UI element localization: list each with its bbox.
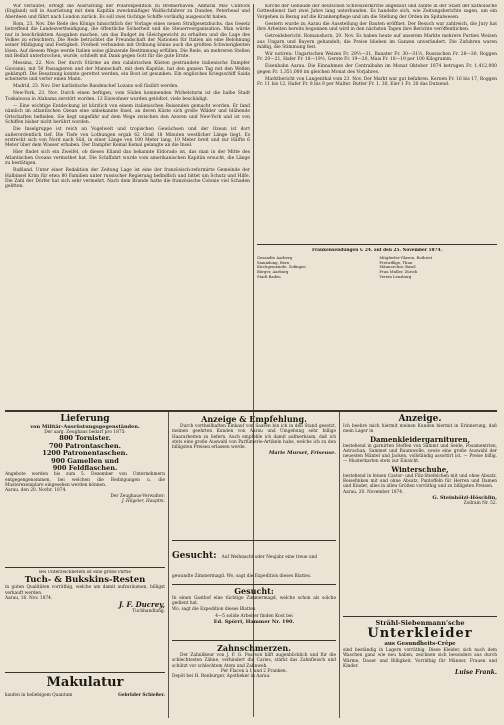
ad-text: Angebote werden bis zum 5. Dezember von Unternehmern entgegengenommen, bei welchen die Bedingungen u. die Musterexemplare eingesehen werden können. bbox=[5, 472, 165, 488]
ad-name: Luise Frank. bbox=[455, 669, 497, 677]
table-row: Gesandte Aarberg Mitglieder-Glasen, Rothrist bbox=[257, 255, 433, 260]
ad-makulatur bbox=[5, 675, 165, 719]
ad-tuch bbox=[5, 570, 165, 670]
news-item: Rom, 23. Nov. Die Rede des Königs hinsichtlich der Vorlage eines neuen Strafgesetzbuchs, das Gesetz betreffend die Landesvertheidigung, die öffentliche Sicherheit und die Steuerreorganisation. Man würde nur in beschränktem Ausgaben machen, um das Budget im Gleichgewicht zu erhalten und die Lage des Volkes zu erleichtern. Die Rede betrachtet die Freundschaft der Nationen für Italien als eine Belohnung seiner Mäßigung und Festigkeit. Freiheit verbunden mit Ordnung könne auch die größten Schwierigkeiten lösen. Auf diesem Wege werde Italien seine glänzende Bestimmung erfüllen. Die Rede, an mehreren Stellen mit Beifall unterbrochen, wurde, schließt mit Dank gegen Gott für die gute Ernte. bbox=[5, 21, 250, 60]
news-item: Kirche der Gebäude der deutschen Schweizerkirche angebaut und zahlte in der Stadt der katholische Gottesdienst fast zwei Jahre lang unterbunden. Es handelte sich, wie Zeitungsberichte sagen, um ein Vorgehen in Bezug auf die Krankenpflege und um die Stellung der Orden im Spitalwesen. bbox=[257, 4, 497, 20]
ad-unterkleider bbox=[343, 619, 497, 719]
ad-lieferung bbox=[5, 414, 165, 564]
ad-depot: Depôt bei H. Renburger, Apotheker in Aarau. bbox=[172, 674, 271, 680]
ad-text: Auf Weihnacht oder Neujahr eine treue und gewandte Zimmermagd. Wo, sagt die Expedition dieses Blattes. bbox=[172, 555, 318, 579]
ad-place: Zollrain Nr. 52. bbox=[463, 500, 497, 506]
ad-name: G. Steinhölzl-Höschlin, bbox=[432, 494, 497, 501]
divider bbox=[343, 616, 497, 617]
ad-title: Gesucht: bbox=[234, 587, 274, 596]
ad-gesucht-gasthof bbox=[172, 587, 336, 635]
ad-title: Tuch- & Bukskins-Resten bbox=[24, 575, 146, 586]
ad-title: Winterschuhe, bbox=[391, 464, 449, 474]
list-item: 700 Patrontaschen. bbox=[49, 441, 121, 450]
news-item: Madrid, 23. Nov. Der karlistische Bandenchef Lozano soll füsilirt werden. bbox=[13, 84, 179, 90]
table-row: Stadt Baden Verein Lenzburg bbox=[257, 273, 412, 279]
ad-date: Aarau, den 20. Novbr. 1874. bbox=[5, 488, 67, 494]
ad-text: Der Zahnlikeur von J. F. G. Pearson hilft augenblicklich und für die schlechtesten Zähne, verhindert die Caries, stärkt das Zahnfleisch und schützt vor schlechtem Atem und Zahnweh. bbox=[172, 653, 336, 669]
divider bbox=[257, 244, 497, 245]
ad-text: Ich beehre mich hiermit meinen Kunden hiermit in Erinnerung, daß mein Lager in bbox=[343, 424, 497, 435]
table-row: Bürger, Aarburg Frau Muller, Zürich bbox=[257, 269, 418, 275]
news-item: Wir verlautet, erfolgt die Ausrüstung der Polarexpedition zu Bremerhaven. Admiral Mac Clintock (England) soll in Ausrüstung mit dem Kapitän zweckmäßiger Walfischfahrer zu Dundee, Peterhead und Aberdeen und fährt nach London zurück. Es soll zwei tüchtige Schiffe vorläufig ausgesucht haben. bbox=[5, 4, 250, 20]
ad-title: Strähl-Siebenmann'sche bbox=[375, 619, 465, 627]
ad-title: Lieferung bbox=[60, 414, 110, 424]
ad-damenkleider bbox=[343, 414, 497, 614]
ad-subtitle: aus Gesundheits-Crêpe bbox=[384, 641, 456, 647]
exchange-table bbox=[257, 256, 497, 280]
ad-text: bestehend in feinen Castor- und Filz-Stiefelchen mit und ohne Absatz, Reisefinken mit und ohne Absatz, Pantoffeln für Herren und Damen und Kinder, alles in allen Größen vorräthig und zu billigsten Preisen. bbox=[343, 473, 497, 490]
ad-text: kaufen in beliebigem Quantum bbox=[5, 693, 73, 698]
ad-date: Aarau, 16. Nov. 1874. bbox=[5, 595, 53, 601]
news-item: Rußland. Unter einer Redaktion der Zeitung Lage ist eine der französisch-reformirte Gemeinde der Halbinsel Krim für etwa 80 Familien unter russischer Regierung befindlich und bittet um Schutz und Hilfe. Die Zahl der Dörfer hat sich sehr vermehrt. Nach dem Brande hatte die französische Colonie viel Schaden gelitten. bbox=[5, 168, 250, 190]
ad-price: Per Flacon à 1 und 2 Franken. bbox=[220, 668, 288, 674]
ad-title: Anzeige. bbox=[398, 414, 442, 424]
ad-date: Aarau, 20. November 1874. bbox=[343, 489, 404, 495]
news-item: Wir notiren: Ungarischen Weizen Fr. 29½—31, Banater Fr. 30—31½, Russischen Fr. 28—30, Roggen Fr. 20—21, Hafer Fr. 18—19½, Gerste Fr. 19—20, Mais Fr. 18—19 per 100 Kilogramm. bbox=[257, 52, 497, 63]
ad-role: Tuchhandlung. bbox=[132, 609, 165, 615]
divider bbox=[172, 540, 336, 541]
ad-text: 4—5 solide Arbeiter finden Kost bei bbox=[215, 613, 293, 619]
ad-text: in guten Qualitäten vorräthig, welche um damit aufzuräumen, billigst verkauft werden. bbox=[5, 585, 165, 596]
list-item: 900 Gamellen und bbox=[51, 456, 119, 465]
list-item: 900 Feldflaschen. bbox=[52, 463, 118, 472]
ad-text: In einen Gasthof eine tüchtige Zimmermagd, welche schon als solche gedient hat. bbox=[172, 596, 336, 607]
news-item: Messina, 22. Nov. Der durch Stürme an den calabrischen Küsten gestrandete italienische Dampfer Giovanni, mit 50 Passagieren und der Mannschaft, mit dem Kapitän, hat den ganzen Tag mit den Wellen gekämpft. Die Besatzung konnte gerettet werden, ein Boot ist gesunken. Ein englisches Kriegsschiff Saida scheiterte und verlor einen Mann. bbox=[5, 61, 250, 83]
column-divider bbox=[339, 412, 340, 718]
table-row: Sammlung, Bern Freiwillige, Thun bbox=[257, 259, 413, 265]
ad-title: Makulatur bbox=[46, 675, 124, 690]
ad-name: Gebrüder Schießer. bbox=[118, 693, 165, 698]
ad-name: Ed. Spörri, Hammer Nr. 190. bbox=[213, 619, 295, 626]
ad-text: Durch vortheilhaften Einkauf von Saaren bin ich in den Stand gesetzt, meinen geehrten Kunden von Aarau und Umgebung sehr billige Haararbeiten zu liefern. Auch empfehle ich damit aufmerksam, daß ich stets eine große Auswahl von Parfümerie-Artikeln habe, welche ich zu den billigsten Preisen erlassen werde. bbox=[172, 424, 336, 451]
ad-zahnschmerzen bbox=[172, 643, 336, 719]
ad-signer: Der Zeughaus-Verwalter: bbox=[110, 493, 165, 499]
news-item: Die Inselgruppe ist reich an Vogelwelt und tropischen Gewächsen und der Ozean ist dort außerordentlich tief. Die Tiefe von Lothungen ergab 62 Graß 18 Minuten westlicher Länge liegt. Es erstreckt sich von Nord nach Süd, in einer Länge von 100 Meter lang, 10 Meter breit und zur Hälfte 6 Meter über dem Wasser erhaben. Der Dampfer Kemal Kemal gelangte an die Insel. bbox=[5, 127, 250, 149]
ad-title: Unterkleider bbox=[367, 626, 473, 641]
divider bbox=[172, 584, 336, 585]
news-item: Eisenbahn Aarau. Die Einnahmen der Centralbahn im Monat Oktober 1874 betrugen Fr. 1,412,000 gegen Fr. 1,351,000 im gleichen Monat des Vorjahres. bbox=[257, 64, 497, 75]
news-column-left bbox=[5, 4, 250, 406]
ad-text: Der aarg. Zeughaus bedarf pro 1875: bbox=[44, 430, 126, 435]
ad-title: Damenkleidergarnituren, bbox=[369, 434, 471, 444]
ad-name: Marie Murset, Friseuse. bbox=[268, 450, 336, 457]
ad-text: bestehend in garnirten Stoffen von Sammt und Seide, Posamentrien, Astrachan, Sammet und Baumwolle, sowie eine große Auswahl der neuesten Mäntel und Jacken, vollständig assortirt ist. — Preise billig. — Musterkarten stets zur Einsicht. bbox=[343, 443, 497, 465]
table-row: Kirchgemeinde, Zofingen Männerchor, Basel bbox=[257, 264, 416, 270]
ad-text: Wo, sagt die Expedition dieses Blattes. bbox=[172, 606, 257, 612]
news-item: Hier findet sich ein Zweifel, ob dieses Eiland das bekannte Eldorado ist, das man in der Mitte des Atlantischen Oceans vermuthet hat. Die Schiffahrt wurde vom amerikanischen Kapitän ersucht, die Länge zu bestätigen. bbox=[5, 150, 250, 167]
divider bbox=[5, 567, 165, 568]
ad-text: Bei Unterzeichnetem ist eine große Partie bbox=[39, 570, 131, 575]
column-divider bbox=[168, 412, 169, 718]
ad-text: sind beständig in Lagern vorräthig. Diese Kleider, sich nach dem Waschen ganz wie neu haben, zeichnen sich besonders aus durch Wärme, Dauer und Billigkeit. Vorräthig für Männer, Frauen und Kinder. bbox=[343, 648, 497, 669]
news-item: Marktbericht von Langenthal vom 23. Nov. Der Markt war gut befahren. Kernen Fr. 16 bis 17, Roggen Fr. 11 bis 12, Hafer Fr. 8 bis 9 per Malter. Butter Fr. 1. 30, Eier 1 Fr. 20 das Dutzend. bbox=[257, 76, 497, 88]
divider bbox=[5, 410, 497, 412]
ad-name: J. Hilgeler, Hauptm. bbox=[121, 498, 165, 504]
divider bbox=[5, 672, 165, 673]
news-item: Gestern wurde zu Aarau die Ausstellung der Bauten eröffnet. Der Besuch war zahlreich, die Jury hat ihre Arbeiten bereits begonnen und wird in den nächsten Tagen ihre Berichte veröffentlichen. bbox=[257, 21, 497, 33]
exchange-header: Frankensendungen v. 24. auf den 25. November 1874. bbox=[311, 248, 442, 253]
exchange-listing bbox=[257, 248, 497, 400]
ad-gesucht-zimmermagd bbox=[172, 543, 336, 583]
news-item: Getreidebericht. Romanshorn, 20. Nov. Es haben heute auf unserem Markte mehrere Partien Weizen aus Ungarn und Bayern gehandelt; die Preise blieben im Ganzen unverändert. Die Zufuhren waren mäßig, die Stimmung fest. bbox=[257, 34, 497, 51]
news-item: — Eine wichtige Entdeckung ist kürzlich von einem italienischen Reisenden gemacht worden. Er fand nämlich im atlantischen Ozean eine unbekannte Insel, an deren Küste sich große Wälder und blühende Ortschaften befinden. Sie liegt ungefähr auf dem Wege zwischen den Azoren und New-York und ist von Schiffen bisher nicht berührt worden. bbox=[5, 103, 250, 126]
ad-title: Anzeige & Empfehlung. bbox=[201, 414, 307, 424]
list-item: 800 Tornister. bbox=[59, 434, 111, 443]
news-column-right bbox=[257, 4, 497, 242]
divider bbox=[172, 640, 336, 641]
news-item: New-York, 23. Nov. Durch einen heftigen, vom Süden kommenden Wirbelsturm ist die halbe Stadt Tuskaloosa in Alabama zerstört worden. 12 Einwohner wurden getödtet, viele beschädigt. bbox=[5, 91, 250, 102]
list-item: 1200 Patronentaschen. bbox=[42, 449, 128, 458]
ad-name: J. F. Ducrey, bbox=[118, 600, 165, 610]
ad-subtitle: von Militär-Ausrüstungsgegenständen. bbox=[30, 424, 140, 430]
ad-title: Gesucht: bbox=[172, 551, 217, 561]
ad-anzeige bbox=[172, 414, 336, 538]
ad-title: Zahnschmerzen. bbox=[217, 643, 291, 653]
